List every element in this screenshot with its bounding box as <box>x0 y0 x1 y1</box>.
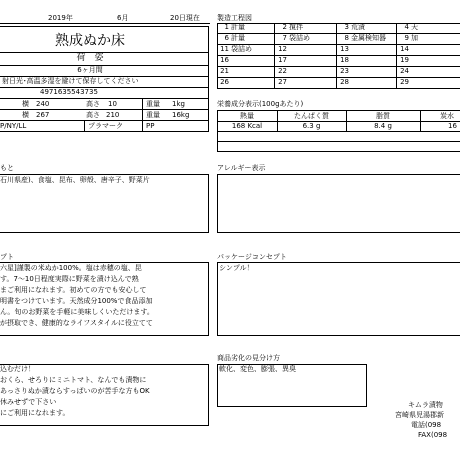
material-sizes: P/NY/LL <box>0 122 27 130</box>
process-step <box>337 78 397 89</box>
process-step-number: 7 <box>282 34 287 42</box>
process-step <box>275 78 337 89</box>
date-year: 2019年 <box>48 14 73 22</box>
usage-line: 休みせずで下さい <box>0 398 57 406</box>
process-step <box>217 23 275 34</box>
process-step-name: 荒漬 <box>351 23 365 31</box>
nutrition-value-energy: 168 Kcal <box>231 122 263 130</box>
box1-width: 240 <box>36 100 50 108</box>
usage-text <box>0 366 150 421</box>
concept-line: まご利用になれます。初めての方でも安心して <box>0 286 147 294</box>
concept-title: プト <box>0 253 14 261</box>
process-step <box>337 34 397 45</box>
storage-note: 射日光･高温多湿を避けて保存してください <box>2 77 139 85</box>
process-step <box>397 34 460 45</box>
company-fax: FAX(098 <box>418 431 448 439</box>
process-step-number: 19 <box>400 56 409 64</box>
process-step-name: 袋詰め <box>289 34 310 42</box>
process-step-number: 11 <box>220 45 229 53</box>
process-step-number: 16 <box>220 56 229 64</box>
concept-text <box>0 265 154 331</box>
company-tel: 電話(098 <box>411 421 442 429</box>
nutrition-header-energy: 熱量 <box>240 112 254 120</box>
process-step <box>337 56 397 67</box>
process-step-number: 13 <box>340 45 349 53</box>
process-step-number: 3 <box>344 23 349 31</box>
packaging-label: 荷 姿 <box>76 53 104 63</box>
process-step-name: 金属検知器 <box>351 34 386 42</box>
process-step-number: 2 <box>282 23 287 31</box>
process-step-number: 18 <box>340 56 349 64</box>
process-step-name: 計量 <box>231 23 245 31</box>
process-step-number: 17 <box>278 56 287 64</box>
package-mark-label: プラマーク <box>88 122 123 130</box>
process-step-name: 袋詰め <box>231 45 252 53</box>
ingredients-text: 石川県産)、食塩、昆布、卵殻、唐辛子、野菜片 <box>0 176 150 184</box>
box2-weight: 16kg <box>172 111 190 119</box>
usage-line: 込むだけ！ <box>0 365 35 373</box>
process-step <box>337 67 397 78</box>
ingredients-title: もと <box>0 164 14 172</box>
box1-width-label: 横 <box>22 100 29 108</box>
process-step <box>275 45 337 56</box>
process-step-number: 4 <box>404 23 409 31</box>
allergy-title: アレルギー表示 <box>217 164 266 172</box>
process-step <box>337 23 397 34</box>
package-concept-text: シンプル！ <box>219 264 254 272</box>
process-step-number: 9 <box>404 34 409 42</box>
shelf-life: 6ヶ月間 <box>77 66 103 74</box>
process-step <box>217 56 275 67</box>
process-step-number: 21 <box>220 67 229 75</box>
box2-width: 267 <box>36 111 50 119</box>
concept-line: 明書をつけています。天然成分100%で食品添加 <box>0 297 153 305</box>
process-step <box>217 67 275 78</box>
date-month: 6月 <box>117 14 129 22</box>
process-step <box>275 67 337 78</box>
deterioration-text: 軟化、変色、膨張、異臭 <box>219 365 296 373</box>
nutrition-value-fat: 8.4 g <box>374 122 392 130</box>
box1-weight: 1kg <box>172 100 185 108</box>
box1-weight-label: 重量 <box>146 100 160 108</box>
process-step-name: 加 <box>411 34 418 42</box>
process-step <box>217 45 275 56</box>
nutrition-header-fat: 脂質 <box>376 112 390 120</box>
package-concept-title: パッケージコンセプト <box>217 253 287 261</box>
process-title: 製造工程図 <box>217 14 252 22</box>
nutrition-value-protein: 6.3 g <box>302 122 321 130</box>
nutrition-title: 栄養成分表示(100gあたり) <box>217 100 304 108</box>
process-step-number: 22 <box>278 67 287 75</box>
concept-line: す。7～10日程度実際に野菜を漬け込んで熟 <box>0 275 139 283</box>
nutrition-value-carb: 16 <box>448 122 457 130</box>
process-step-number: 29 <box>400 78 409 86</box>
concept-line: 六星]謹製の米ぬか100%。塩は赤穂の塩、昆 <box>0 264 142 272</box>
process-step <box>275 56 337 67</box>
process-step-number: 6 <box>224 34 229 42</box>
process-step-number: 24 <box>400 67 409 75</box>
process-step-name: 天 <box>411 23 418 31</box>
process-step <box>397 23 460 34</box>
package-mark-value: PP <box>146 122 155 130</box>
usage-line: にご利用になれます。 <box>0 409 70 417</box>
nutrition-header-carb: 炭水 <box>440 112 454 120</box>
box1-height: 10 <box>108 100 117 108</box>
process-step <box>275 34 337 45</box>
process-step <box>397 78 460 89</box>
process-step-number: 26 <box>220 78 229 86</box>
box2-height: 210 <box>106 111 120 119</box>
nutrition-header-protein: たんぱく質 <box>294 112 329 120</box>
concept-line: ん。旬のお野菜を手軽に美味しくいただけます。 <box>0 308 154 316</box>
box1-height-label: 高さ <box>86 100 100 108</box>
concept-line: が摂取でき、健康的なライフスタイルに役立てて <box>0 319 153 327</box>
usage-line: おくら、せろりにミニトマト、なんでも漬物に <box>0 376 147 384</box>
process-step-number: 28 <box>340 78 349 86</box>
date-underline <box>0 23 210 24</box>
allergy-box <box>217 174 460 233</box>
box2-width-label: 横 <box>22 111 29 119</box>
process-step <box>397 67 460 78</box>
process-step-number: 1 <box>224 23 229 31</box>
company-address: 宮崎県児湯郡新 <box>395 411 444 419</box>
process-grid <box>217 23 460 89</box>
process-step-number: 27 <box>278 78 287 86</box>
jan-code: 4971635543735 <box>40 88 98 96</box>
process-step <box>397 45 460 56</box>
process-step <box>217 34 275 45</box>
process-step <box>217 78 275 89</box>
date-day-status: 20日現在 <box>170 14 200 22</box>
company-name: キムラ漬物 <box>408 401 443 409</box>
box2-height-label: 高さ <box>86 111 100 119</box>
package-concept-box <box>217 262 460 336</box>
product-name: 熟成ぬか床 <box>55 33 125 49</box>
process-step-number: 23 <box>340 67 349 75</box>
box2-weight-label: 重量 <box>146 111 160 119</box>
process-step-name: 計量 <box>231 34 245 42</box>
process-step-number: 14 <box>400 45 409 53</box>
process-step <box>275 23 337 34</box>
process-step-name: 撹拌 <box>289 23 303 31</box>
deterioration-title: 商品劣化の見分け方 <box>217 354 280 362</box>
process-step-number: 12 <box>278 45 287 53</box>
process-step <box>337 45 397 56</box>
process-step-number: 8 <box>344 34 349 42</box>
process-step <box>397 56 460 67</box>
usage-line: あっさりぬか漬ならすっぱいのが苦手な方もOK <box>0 387 150 395</box>
